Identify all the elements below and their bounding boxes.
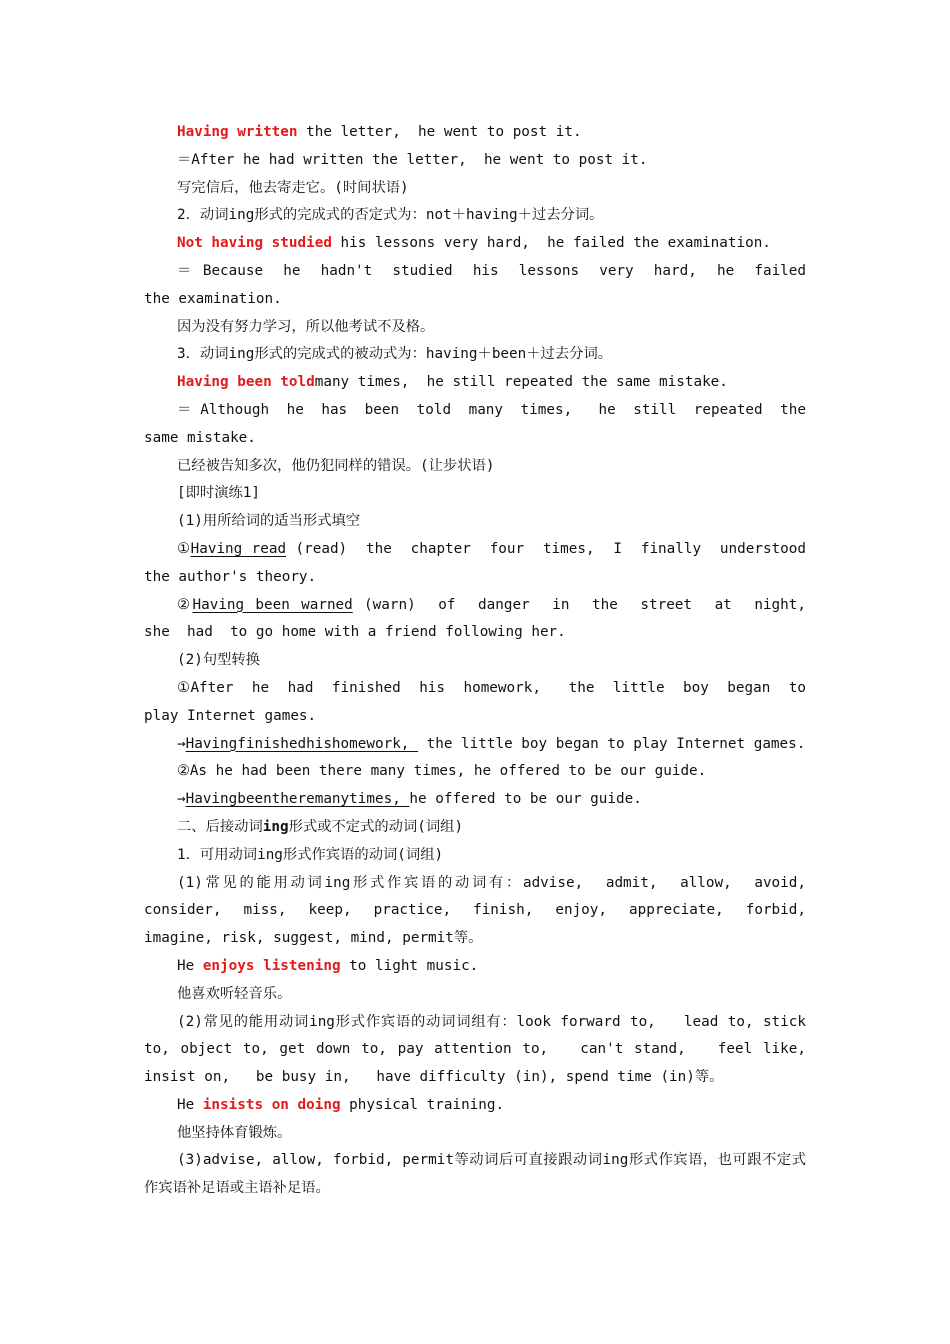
example-insists-on-doing: He insists on doing physical training.	[177, 1096, 505, 1113]
rule-3: 3．动词ing形式的完成式的被动式为：having＋been＋过去分词。	[177, 346, 613, 363]
example-enjoys-listening: He enjoys listening to light music.	[177, 957, 479, 974]
exercise-part-2-title: (2)句型转换	[177, 652, 261, 669]
transform-answer-2: →Havingbeentheremanytimes, he offered to be our guide.	[177, 791, 642, 808]
highlight-phrase: Having been told	[177, 374, 315, 391]
highlight-phrase: Having written	[177, 124, 298, 140]
transform-item-1: ①After he had finished his homework, the little boy began to play Internet games.	[144, 679, 824, 724]
equivalent-sentence: ＝After he had written the letter, he went to post it.	[177, 151, 648, 168]
equivalent-sentence: ＝ Because he hadn't studied his lessons very hard, he failed the examination.	[144, 262, 824, 307]
example-having-written: Having written the letter, he went to post it.	[177, 124, 582, 140]
subsection-1: 1．可用动词ing形式作宾语的动词(词组)	[177, 846, 444, 863]
translation: 已经被告知多次，他仍犯同样的错误。(让步状语)	[177, 457, 495, 474]
exercise-item-2: ②Having been warned (warn) of danger in the street at night, she had to go home with a friend following her.	[144, 596, 832, 641]
rule-2: 2．动词ing形式的完成式的否定式为：not＋having＋过去分词。	[177, 207, 604, 224]
transform-item-2: ②As he had been there many times, he offered to be our guide.	[177, 763, 707, 780]
translation: 他喜欢听轻音乐。	[177, 985, 292, 1002]
translation: 写完信后，他去寄走它。(时间状语)	[177, 179, 409, 196]
phrase-list-paragraph: (2)常见的能用动词ing形式作宾语的动词词组有：look forward to, lead to, stick to, object to, get down to, pay attention to, can't stand, feel like, insist on, be busy in, have difficulty (in), spend time (in)等。	[144, 1013, 815, 1086]
highlight-phrase: insists on doing	[202, 1096, 341, 1113]
highlight-phrase: enjoys listening	[202, 957, 341, 974]
note-paragraph: (3)advise, allow, forbid, permit等动词后可直接跟动词ing形式作宾语，也可跟不定式作宾语补足语或主语补足语。	[144, 1152, 806, 1197]
answer-blank: Havingbeentheremanytimes,	[185, 791, 410, 808]
verb-list-paragraph: (1)常见的能用动词ing形式作宾语的动词有：advise, admit, allow, avoid, consider, miss, keep, practice, finish, enjoy, appreciate, forbid, imagine, risk, suggest, mind, permit等。	[144, 874, 824, 947]
exercise-heading: [即时演练1]	[177, 485, 261, 502]
exercise-part-1-title: (1)用所给词的适当形式填空	[177, 513, 361, 530]
section-heading: 二、后接动词ing形式或不定式的动词(词组)	[177, 818, 464, 835]
equivalent-sentence: ＝ Although he has been told many times, he still repeated the same mistake.	[144, 401, 824, 446]
example-having-been-told: Having been toldmany times, he still repeated the same mistake.	[177, 374, 728, 391]
highlight-phrase: Not having studied	[177, 235, 332, 252]
document-body	[144, 119, 832, 1203]
example-not-having-studied: Not having studied his lessons very hard, he failed the examination.	[177, 235, 771, 252]
exercise-item-1: ①Having read (read) the chapter four times, I finally understood the author's theory.	[144, 540, 824, 585]
answer-blank: Havingfinishedhishomework,	[185, 735, 419, 752]
answer-blank: Having been warned	[192, 596, 353, 613]
answer-blank: Having read	[190, 540, 287, 557]
translation: 因为没有努力学习，所以他考试不及格。	[177, 318, 435, 335]
transform-answer-1: →Havingfinishedhishomework, the little boy began to play Internet games.	[177, 735, 806, 752]
translation: 他坚持体育锻炼。	[177, 1124, 292, 1141]
